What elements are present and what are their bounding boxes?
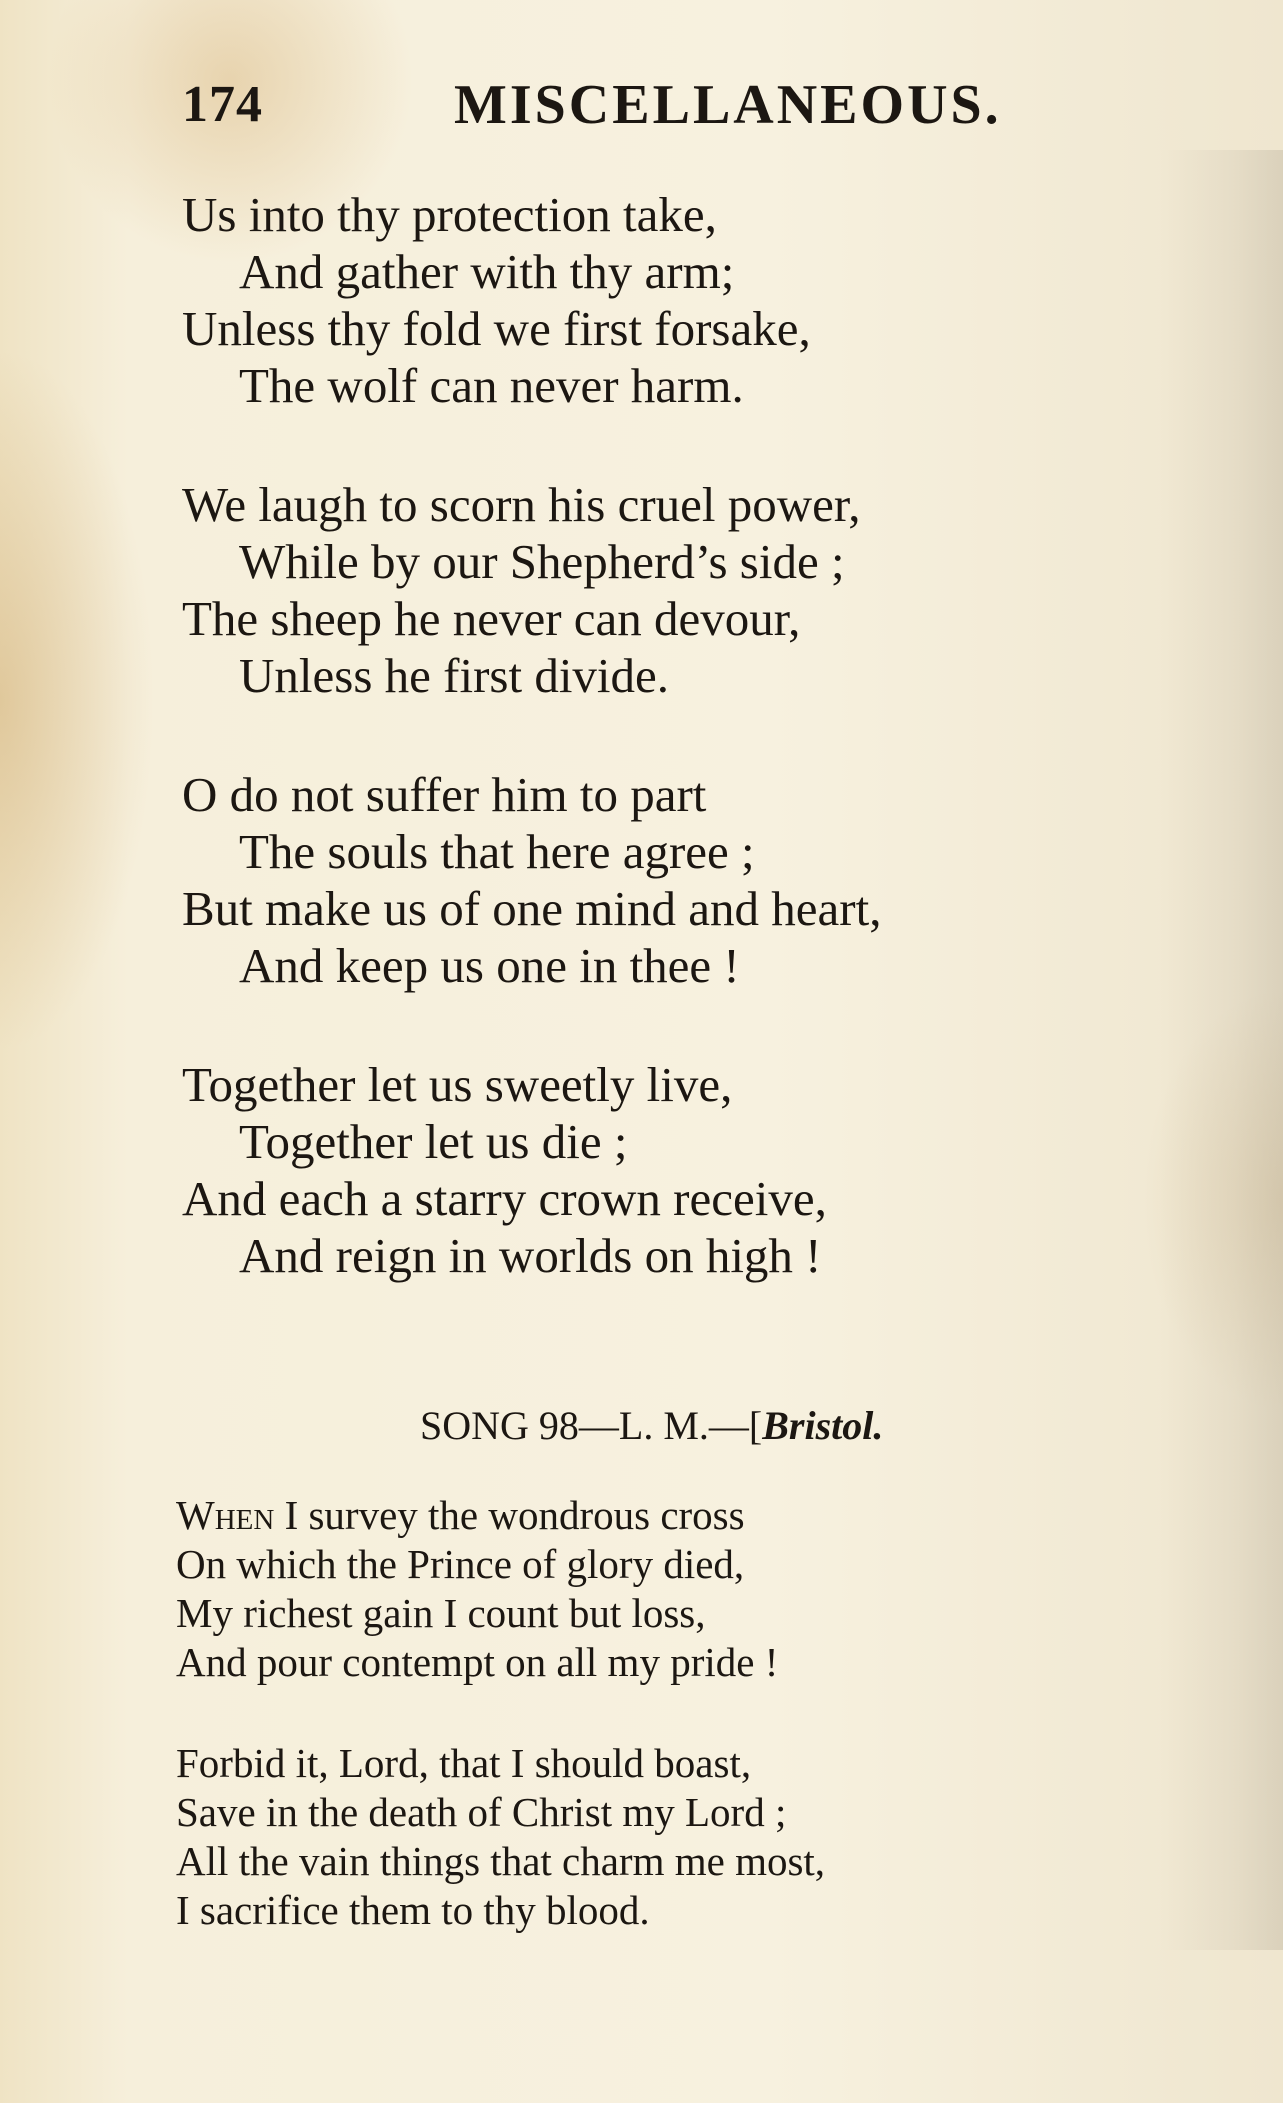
song-number-meter: SONG 98—L. M.—[ <box>420 1403 763 1448</box>
verse-line: Us into thy protection take, <box>182 187 717 242</box>
verse-line: Save in the death of Christ my Lord ; <box>176 1789 787 1835</box>
verse-line: And each a starry crown receive, <box>182 1171 827 1226</box>
verse-line: The sheep he never can devour, <box>182 591 801 646</box>
page-number: 174 <box>182 76 263 133</box>
song-98-stanza-2 <box>176 1739 1136 1935</box>
verse-line: Together let us sweetly live, <box>182 1057 733 1112</box>
verse-line: My richest gain I count but loss, <box>176 1590 706 1636</box>
verse-line: The souls that here agree ; <box>239 824 755 879</box>
running-head: MISCELLANEOUS. <box>454 74 1002 136</box>
verse-line: I sacrifice them to thy blood. <box>176 1887 650 1933</box>
song-heading <box>420 1398 883 1454</box>
verse-line: And gather with thy arm; <box>239 244 735 299</box>
stanza-4 <box>182 1056 1132 1284</box>
verse-line <box>176 1491 1136 1540</box>
verse-line: Together let us die ; <box>239 1114 628 1169</box>
verse-line: The wolf can never harm. <box>239 358 744 413</box>
opening-word: When <box>176 1492 275 1538</box>
verse-line: But make us of one mind and heart, <box>182 881 882 936</box>
verse-line-rest: I survey the wondrous cross <box>274 1492 745 1538</box>
verse-line: While by our Shepherd’s side ; <box>239 534 845 589</box>
verse-line: And pour contempt on all my pride ! <box>176 1639 779 1685</box>
verse-line: And keep us one in thee ! <box>239 938 740 993</box>
song-98-text <box>176 1491 1136 1987</box>
verse-line: On which the Prince of glory died, <box>176 1541 745 1587</box>
verse-line: Unless he first divide. <box>239 648 670 703</box>
hymn-continued <box>182 186 1132 1346</box>
tune-name: Bristol. <box>762 1403 884 1448</box>
bleed-through-shadow <box>1160 150 1283 1950</box>
verse-line: Forbid it, Lord, that I should boast, <box>176 1740 752 1786</box>
page-header <box>182 70 1022 140</box>
verse-line: We laugh to scorn his cruel power, <box>182 477 861 532</box>
stanza-1 <box>182 186 1132 414</box>
verse-line: And reign in worlds on high ! <box>239 1228 822 1283</box>
verse-line: All the vain things that charm me most, <box>176 1838 826 1884</box>
song-98-stanza-1 <box>176 1491 1136 1687</box>
verse-line: O do not suffer him to part <box>182 767 707 822</box>
stanza-2 <box>182 476 1132 704</box>
stanza-3 <box>182 766 1132 994</box>
verse-line: Unless thy fold we first forsake, <box>182 301 811 356</box>
